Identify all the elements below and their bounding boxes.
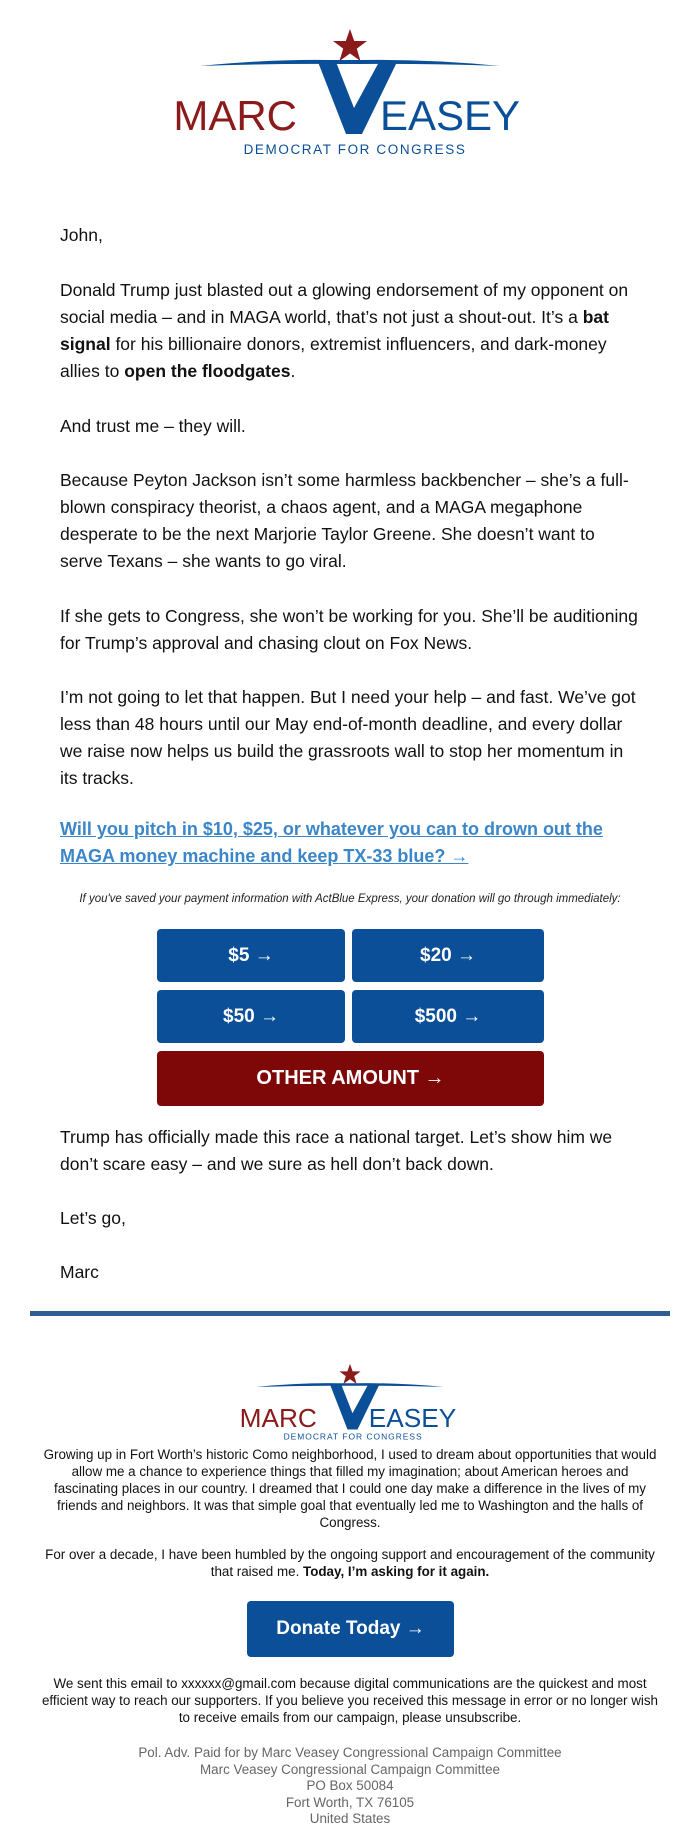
logo-tagline: DEMOCRAT FOR CONGRESS [243,142,467,157]
paragraph-6-text: Trump has officially made this race a national target. Let’s show him we don’t scare easy – and we sure as hell don’t back down. [60,1127,613,1174]
address-city: Fort Worth, TX 76105 [285,1794,415,1810]
donate-today-button[interactable]: Donate Today → [247,1601,454,1657]
actblue-express-note: If you've saved your payment information with ActBlue Express, your donation will go through immediately: [79,893,621,905]
donate-20-button[interactable]: $20 → [352,929,544,982]
p1-mid: for his billionaire donors, extremist influencers, and dark-money allies to [60,334,607,381]
other-amount-button[interactable]: OTHER AMOUNT → [157,1051,544,1106]
campaign-logo [173,26,521,176]
address-country: United States [309,1811,391,1826]
p1-end: . [290,361,296,381]
paragraph-4-text: If she gets to Congress, she won’t be working for you. She’ll be auditioning for Trump’s approval and chasing clout on Fox News. [60,606,638,653]
footer-disclaimer [40,1675,660,1726]
signature [60,1259,640,1286]
donate-cta-link[interactable]: Will you pitch in $10, $25, or whatever you can to drown out the MAGA money machine and keep TX-33 blue? → [60,819,603,866]
p1-bold-bat-signal: bat signal [60,307,609,354]
signoff-text: Let’s go, [60,1208,126,1228]
address-paid-for: Pol. Adv. Paid for by Marc Veasey Congressional Campaign Committee [138,1745,562,1760]
footer-logo-swoosh [256,1383,444,1387]
address-committee: Marc Veasey Congressional Campaign Committee [200,1761,500,1777]
paragraph-3 [60,467,640,575]
p1-start: Donald Trump just blasted out a glowing endorsement of my opponent on social media – and in MAGA world, that’s not just a shout-out. It’s a [60,280,629,327]
paragraph-1 [60,277,640,385]
header-logo [0,26,700,176]
donate-50-button[interactable]: $50 → [157,990,345,1043]
paragraph-5 [60,684,640,792]
greeting [60,222,640,249]
footer-support-start: For over a decade, I have been humbled by the ongoing support and encouragement of the community that raised me. [45,1547,655,1579]
footer-support-text [40,1546,660,1580]
paragraph-2 [60,413,640,440]
footer-star-icon [339,1364,360,1384]
paragraph-3-text: Because Peyton Jackson isn’t some harmless backbencher – she’s a full-blown conspiracy theorist, a chaos agent, and a MAGA megaphone desperate to be the next Marjorie Taylor Greene. She doesn’t want to serve Texans – she wants to go viral. [60,470,629,571]
footer-campaign-logo [239,1362,457,1442]
donate-5-button[interactable]: $5 → [157,929,345,982]
footer-logo-last-name: EASEY [368,1403,457,1433]
footer-support-bold: Today, I’m asking for it again. [303,1564,490,1579]
paragraph-2-text: And trust me – they will. [60,416,246,436]
donate-500-button[interactable]: $500 → [352,990,544,1043]
footer-logo-tagline: DEMOCRAT FOR CONGRESS [283,1431,423,1442]
footer-address [40,1745,660,1828]
paragraph-1-text [60,277,640,385]
address-po-box: PO Box 50084 [306,1778,394,1793]
footer-logo [0,1362,700,1442]
logo-first-name: MARC [173,92,297,139]
footer-bio [40,1446,660,1531]
signature-text: Marc [60,1262,99,1282]
logo-last-name: EASEY [380,92,521,139]
p1-bold-floodgates: open the floodgates [124,361,291,381]
star-icon [333,29,367,61]
paragraph-6 [60,1124,640,1178]
signoff [60,1205,640,1232]
paragraph-4 [60,603,640,657]
footer-logo-first-name: MARC [239,1403,317,1433]
greeting-text: John, [60,225,103,245]
footer-disclaimer-text: We sent this email to xxxxxx@gmail.com because digital communications are the quickest and most efficient way to reach our supporters. If you believe you received this message in error or no longer wish to receive emails from our campaign, please unsubscribe. [41,1676,659,1725]
footer-support [40,1546,660,1580]
footer-divider [30,1311,670,1316]
paragraph-5-text: I’m not going to let that happen. But I need your help – and fast. We’ve got less than 48 hours until our May end-of-month deadline, and every dollar we raise now helps us build the grassroots wall to stop her momentum in its tracks. [60,687,636,788]
footer-bio-text: Growing up in Fort Worth’s historic Como neighborhood, I used to dream about opportunities that would allow me a chance to experience things that filled my imagination; about American heroes and fascinating places in our country. I dreamed that I could one day make a difference in the lives of my friends and neighbors. It was that simple goal that eventually led me to Washington and the halls of Congress. [43,1447,657,1530]
logo-swoosh [200,60,500,66]
